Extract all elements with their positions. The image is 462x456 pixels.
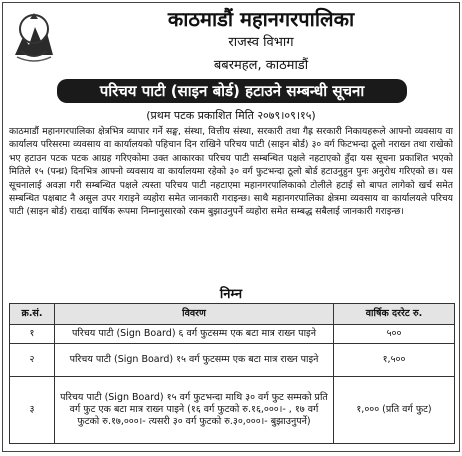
row-serial: १ (10, 325, 55, 344)
table-row (10, 325, 455, 344)
col-serial: क्र.सं. (10, 304, 55, 325)
row-description: परिचय पाटी (Sign Board) १५ वर्ग फुटभन्दा माथि ३० वर्ग फुट सम्मको प्रति वर्ग फुट एक बटा मात्र राख्न पाइने (१६ वर्ग फुटको रु.१६,०००।- , १७ वर्ग फुटको रु.१७,०००।- त्यसरी ३० वर्ग फुटको रु.३०,०००।- बुझाउनुपर्ने) (55, 377, 334, 444)
row-description: परिचय पाटी (Sign Board) ६ वर्ग फुटसम्म एक बटा मात्र राख्न पाइने (55, 325, 334, 344)
notice-body: काठमाडौं महानगरपालिका क्षेत्रभित्र व्यापार गर्ने सङ्घ, संस्था, वित्तीय संस्था, सरकारी तथा गैह्र सरकारी निकायहरूले आफ्नो व्यवसाय वा कार्यालय परिसरमा व्यवसाय वा कार्यालयको पहिचान दिन राखिने परिचय पाटी (साइन बोर्ड) ३० वर्ग फिटभन्दा ठूलो नराख्न तथा राखेको भए हटाउन पटक पटक आग्रह गरिएकोमा उक्त आकारका परिचय पाटी सम्बन्धित पक्षले नहटाएको हुँदा यस सूचना प्रकाशित भएको मितिले १५ (पन्ध्र) दिनभित्र आफ्नो व्यवसाय वा कार्यालयमा रहेको ३० वर्ग फुटभन्दा ठूलो बोर्ड हटाउनुहुन पुनः अनुरोध गरिएको छ। यस सूचनालाई अवज्ञा गरी सम्बन्धित पक्षले त्यस्ता परिचय पाटी नहटाएमा महानगरपालिकाको टोलीले हटाई सो बापत लागेको खर्च समेत सम्बन्धित पक्षबाट नै असुल उपर गराइने व्यहोरा समेत जानकारी गराइन्छ। साथै महानगरपालिका क्षेत्रमा व्यवसाय वा कार्यालयले परिचय पाटी (साइन बोर्ड) राख्दा वार्षिक रूपमा निम्नानुसारको रकम बुझाउनुपर्ने व्यहोरा समेत सम्बद्ध सबैलाई जानकारी गराइन्छ। (9, 126, 453, 218)
row-serial: २ (10, 344, 55, 377)
col-annual-rate: वार्षिक दररेट रु. (334, 304, 455, 325)
notice-title: परिचय पाटी (साइन बोर्ड) हटाउने सम्बन्धी सूचना (57, 79, 407, 103)
table-row (10, 377, 455, 444)
notice-page (2, 2, 460, 452)
office-address: बबरमहल, काठमाडौं (213, 58, 309, 73)
rate-table (9, 303, 455, 444)
row-description: परिचय पाटी (Sign Board) १५ वर्ग फुटसम्म एक बटा मात्र राख्न पाइने (55, 344, 334, 377)
org-name: काठमाडौं महानगरपालिका (167, 7, 355, 31)
row-rate: १,००० (प्रति वर्ग फुट) (334, 377, 455, 444)
col-description: विवरण (55, 304, 334, 325)
row-rate: १,५०० (334, 344, 455, 377)
row-rate: ५०० (334, 325, 455, 344)
department-name: राजस्व विभाग (228, 35, 294, 50)
publication-date: (प्रथम पटक प्रकाशित मिति २०७९।०९।१५) (146, 109, 316, 122)
nepal-emblem-icon (9, 7, 59, 63)
table-row (10, 344, 455, 377)
row-serial: ३ (10, 377, 55, 444)
schedule-heading: निम्न (219, 287, 243, 302)
table-header-row (10, 304, 455, 325)
